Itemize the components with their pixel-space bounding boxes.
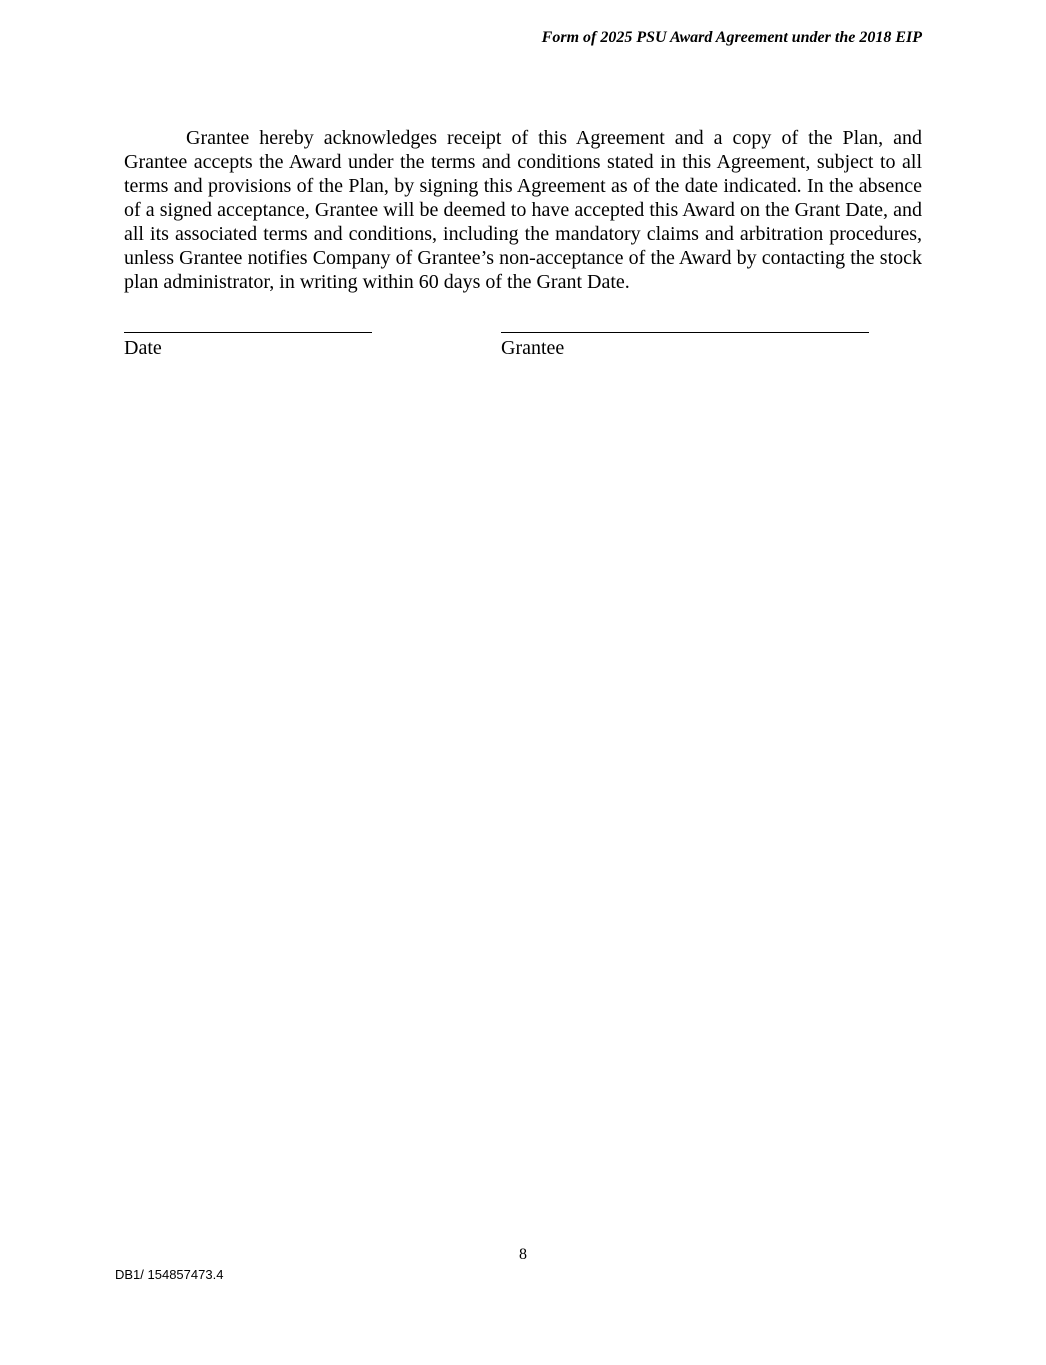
grantee-signature-line — [501, 318, 869, 333]
grantee-signature-block — [501, 318, 869, 360]
date-label: Date — [124, 337, 162, 359]
document-header-title: Form of 2025 PSU Award Agreement under the 2018 EIP — [541, 29, 922, 46]
date-signature-line — [124, 318, 372, 333]
page-number: 8 — [519, 1246, 527, 1263]
grantee-label: Grantee — [501, 337, 565, 359]
document-id: DB1/ 154857473.4 — [115, 1267, 224, 1282]
date-signature-block — [124, 318, 372, 360]
acknowledgement-paragraph: Grantee hereby acknowledges receipt of this Agreement and a copy of the Plan, and Grantee accepts the Award under the terms and conditions stated in this Agreement, subject to all terms and provisions of the Plan, by signing this Agreement as of the date indicated. In the absence of a signed acceptance, Grantee will be deemed to have accepted this Award on the Grant Date, and all its associated terms and conditions, including the mandatory claims and arbitration procedures, unless Grantee notifies Company of Grantee’s non-acceptance of the Award by contacting the stock plan administrator, in writing within 60 days of the Grant Date. — [124, 127, 922, 293]
